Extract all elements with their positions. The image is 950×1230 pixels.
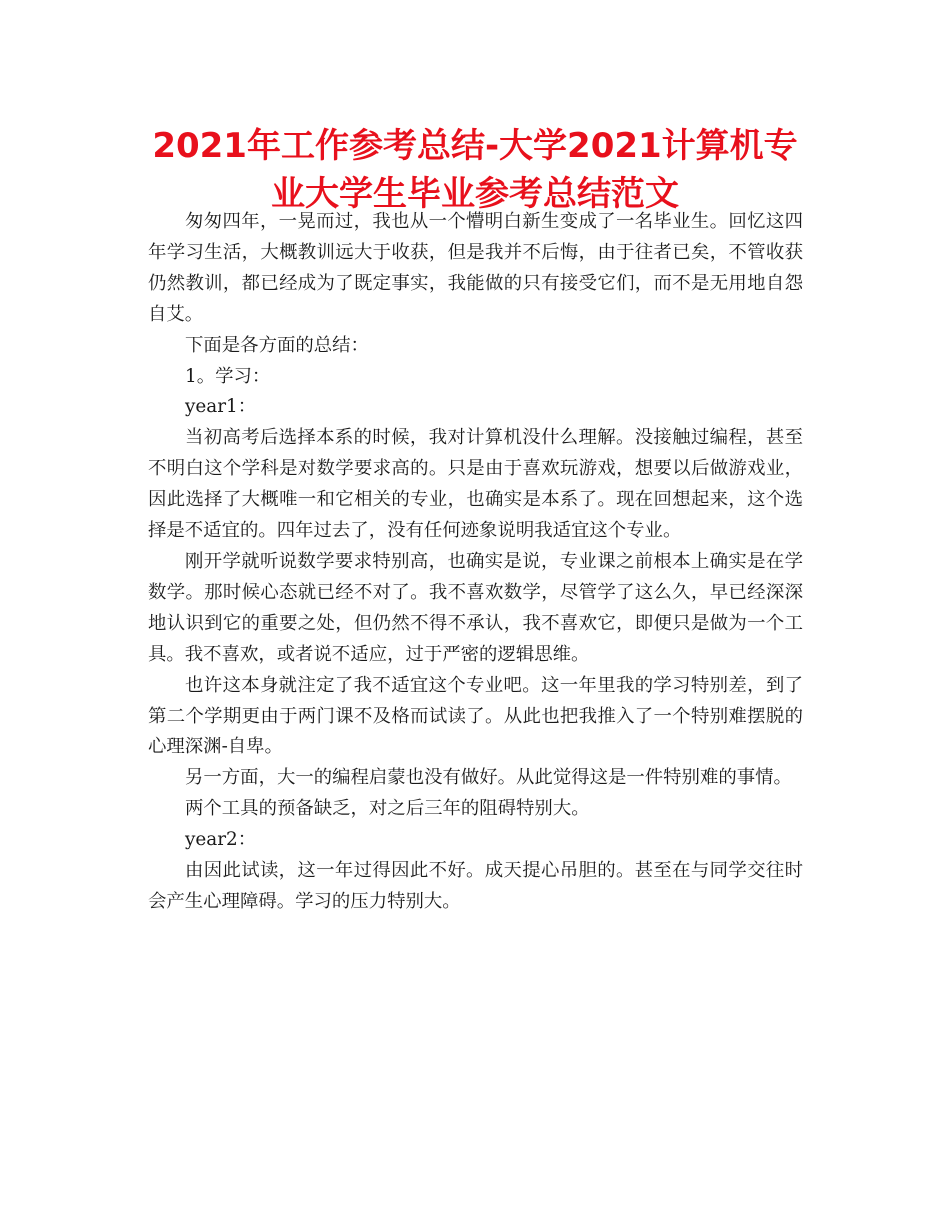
paragraph: 当初高考后选择本系的时候，我对计算机没什么理解。没接触过编程，甚至不明白这个学科是对数学要求高的。只是由于喜欢玩游戏，想要以后做游戏业，因此选择了大概唯一和它相关的专业，也确实是本系了。现在回想起来，这个选择是不适宜的。四年过去了，没有任何迹象说明我适宜这个专业。 [148,427,803,542]
paragraph: 另一方面，大一的编程启蒙也没有做好。从此觉得这是一件特别难的事情。 [185,767,792,789]
paragraph: 下面是各方面的总结： [185,334,369,356]
paragraph: 也许这本身就注定了我不适宜这个专业吧。这一年里我的学习特别差，到了第二个学期更由于两门课不及格而试读了。从此也把我推入了一个特别难摆脱的心理深渊-自卑。 [148,674,803,758]
document-title: 2021年工作参考总结-大学2021计算机专业大学生毕业参考总结范文 [152,126,798,214]
paragraph: 两个工具的预备缺乏，对之后三年的阻碍特别大。 [185,798,590,820]
paragraph: 匆匆四年，一晃而过，我也从一个懵明白新生变成了一名毕业生。回忆这四年学习生活，大概教训远大于收获，但是我并不后悔，由于往者已矣，不管收获仍然教训，都已经成为了既定事实，我能做的只有接受它们，而不是无用地自怨自艾。 [148,211,803,325]
subsection-heading: year2： [185,829,257,851]
document-body [148,207,803,918]
subsection-heading: year1： [185,396,257,418]
paragraph: 刚开学就听说数学要求特别高，也确实是说，专业课之前根本上确实是在学数学。那时候心态就已经不对了。我不喜欢数学，尽管学了这么久，早已经深深地认识到它的重要之处，但仍然不得不承认，我不喜欢它，即便只是做为一个工具。我不喜欢，或者说不适应，过于严密的逻辑思维。 [148,550,803,665]
paragraph: 由因此试读，这一年过得因此不好。成天提心吊胆的。甚至在与同学交往时会产生心理障碍。学习的压力特别大。 [148,860,803,912]
section-heading: 1。学习： [185,365,271,387]
